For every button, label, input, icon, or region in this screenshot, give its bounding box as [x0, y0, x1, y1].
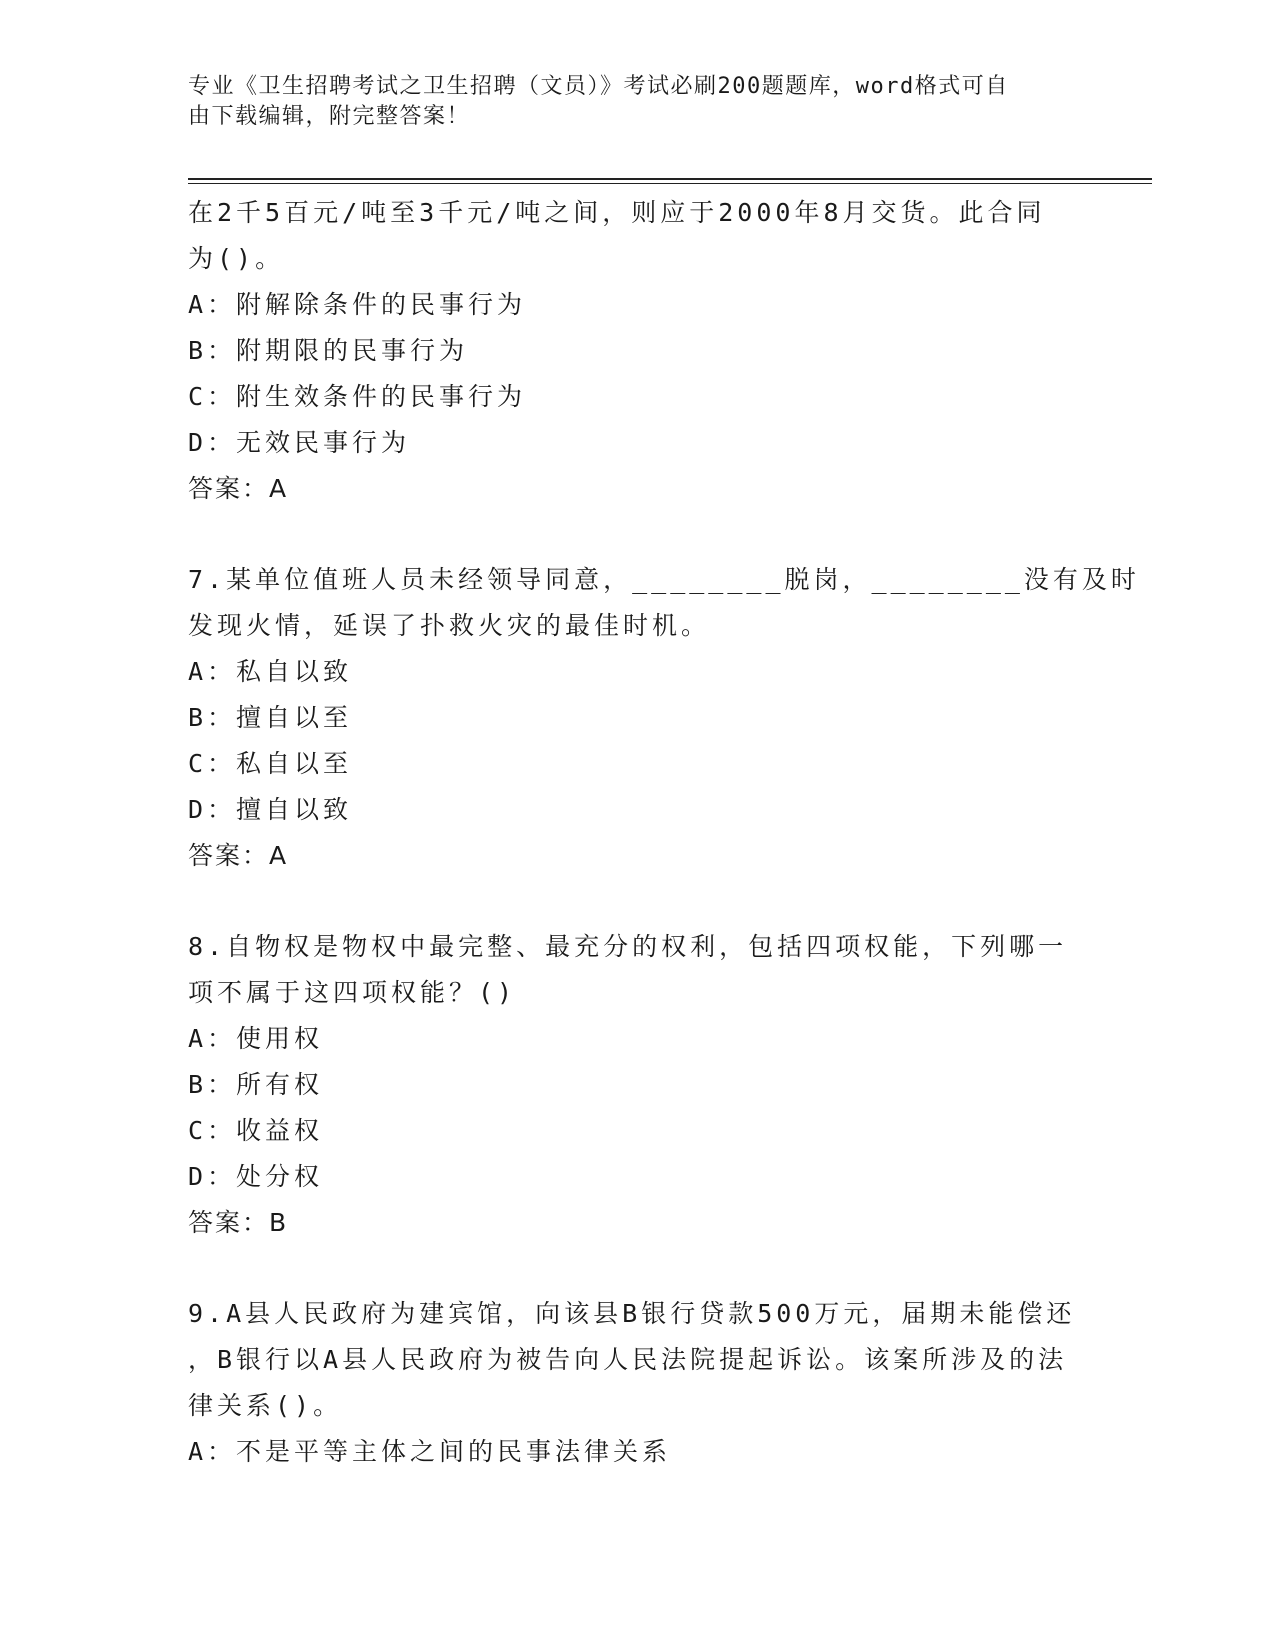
option-a: A：使用权	[188, 1024, 324, 1053]
question-6	[188, 190, 1088, 512]
question-text-line: 8.自物权是物权中最完整、最充分的权利，包括四项权能，下列哪一	[188, 932, 1068, 961]
option-b: B：附期限的民事行为	[188, 336, 469, 365]
question-text-line: 律关系()。	[188, 1391, 343, 1420]
question-8	[188, 924, 1088, 1246]
option-b: B：所有权	[188, 1070, 324, 1099]
option-a: A：不是平等主体之间的民事法律关系	[188, 1437, 672, 1466]
option-c: C：附生效条件的民事行为	[188, 382, 527, 411]
spacer	[188, 512, 1088, 557]
header-divider-thick	[188, 178, 1152, 180]
answer: 答案：B	[188, 1208, 289, 1237]
option-b: B：擅自以至	[188, 703, 353, 732]
option-c: C：私自以至	[188, 749, 353, 778]
question-text-line: 在2千5百元/吨至3千元/吨之间，则应于2000年8月交货。此合同	[188, 198, 1046, 227]
header-line-1: 专业《卫生招聘考试之卫生招聘（文员）》考试必刷200题题库，word格式可自	[188, 74, 1009, 99]
document-header	[188, 72, 1068, 132]
option-c: C：收益权	[188, 1116, 324, 1145]
spacer	[188, 879, 1088, 924]
question-7	[188, 557, 1140, 879]
question-text-line: 7.某单位值班人员未经领导同意，________脱岗，________没有及时	[188, 565, 1140, 594]
option-a: A：私自以致	[188, 657, 353, 686]
option-a: A：附解除条件的民事行为	[188, 290, 527, 319]
header-line-2: 由下载编辑，附完整答案！	[188, 104, 471, 129]
answer: 答案：A	[188, 841, 289, 870]
header-divider-thin	[188, 183, 1152, 184]
question-text-line: 项不属于这四项权能？()	[188, 978, 517, 1007]
option-d: D：处分权	[188, 1162, 324, 1191]
question-text-line: 9.A县人民政府为建宾馆，向该县B银行贷款500万元，届期未能偿还	[188, 1299, 1076, 1328]
option-d: D：擅自以致	[188, 795, 353, 824]
option-d: D：无效民事行为	[188, 428, 411, 457]
spacer	[188, 1246, 1088, 1291]
question-list	[188, 190, 1140, 1475]
question-text-line: 为()。	[188, 244, 285, 273]
question-text-line: ，B银行以A县人民政府为被告向人民法院提起诉讼。该案所涉及的法	[188, 1345, 1068, 1374]
answer: 答案：A	[188, 474, 289, 503]
question-9	[188, 1291, 1088, 1475]
question-text-line: 发现火情，延误了扑救火灾的最佳时机。	[188, 611, 711, 640]
